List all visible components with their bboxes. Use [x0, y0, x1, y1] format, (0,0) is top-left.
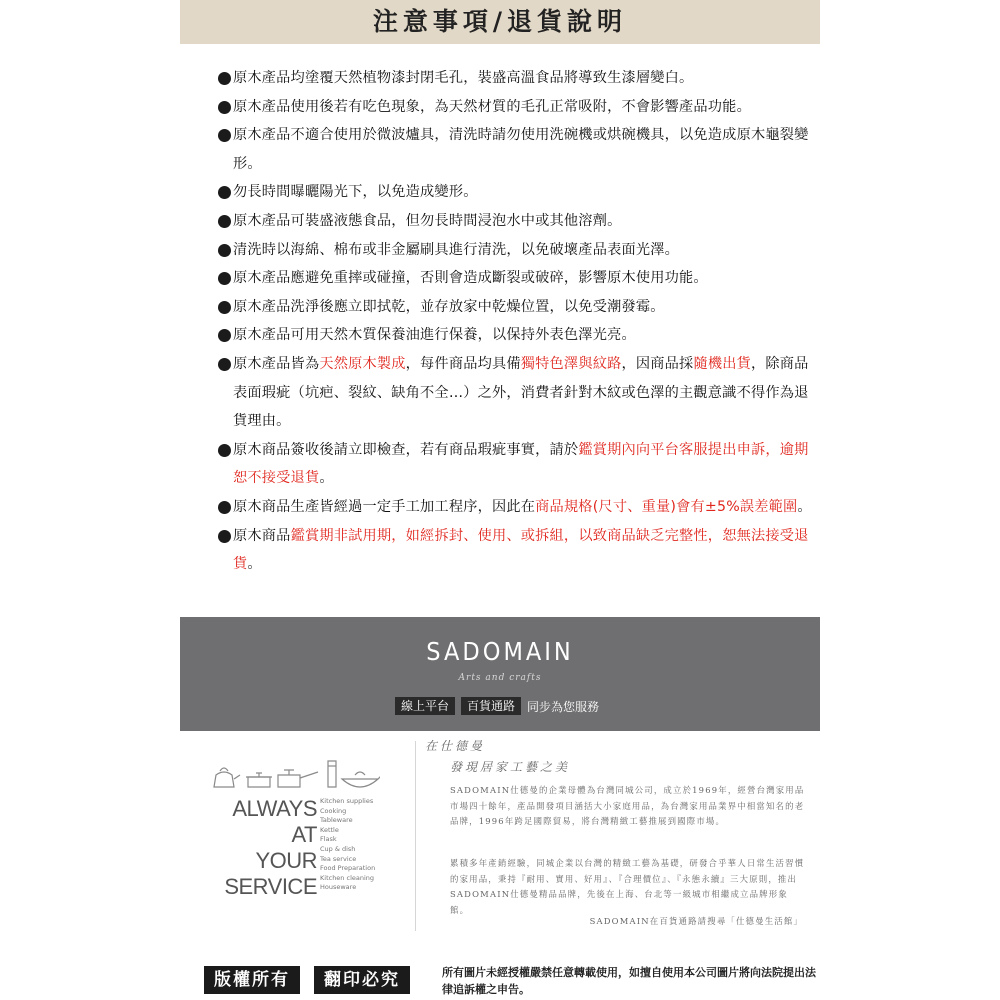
service-category: Cup & dish — [320, 844, 356, 853]
notice-text: 勿長時間曝曬陽光下，以免造成變形。 — [233, 184, 478, 201]
notice-highlight: 鑑賞期非試用期，如經拆封、使用、或拆組，以致商品缺乏完整性，恕無法接受退貨 — [233, 527, 809, 573]
notice-text: ，除商品表面瑕疵（坑疤、裂紋、缺角不全…）之外，消費者針對木紋或色澤的主觀意識不得作為退貨理由。 — [233, 355, 809, 430]
story-paragraph-2: 累積多年產銷經驗，同城企業以台灣的精緻工藝為基礎，研發合乎華人日常生活習慣的家用品，秉持『耐用、實用、好用』、『合理價位』、『永態永續』三大原則，推出SADOMAIN仕德曼精品品牌，先後在上海、台北等一級城市相繼成立品牌形象館。 — [450, 858, 805, 915]
service-category: Tableware — [320, 816, 353, 825]
channel-online-badge: 線上平台 — [395, 697, 455, 715]
service-category-list — [320, 797, 375, 893]
divider — [415, 741, 416, 931]
notice-highlight: 鑑賞期內向平台客服提出申訴，逾期恕不接受退貨 — [233, 441, 809, 487]
channel-row — [395, 697, 599, 715]
story-signoff: SADOMAIN在百貨通路請搜尋「仕德曼生活館」 — [589, 916, 803, 926]
notice-text: 。 — [797, 498, 812, 515]
channel-department-badge: 百貨通路 — [461, 697, 521, 715]
notice-item — [218, 522, 818, 579]
brand-panel — [180, 617, 820, 731]
service-slogan-line: SERVICE — [224, 874, 317, 899]
service-category: Tea service — [320, 854, 357, 863]
bullet-icon — [218, 101, 231, 114]
service-category: Flask — [320, 835, 337, 844]
bullet-icon — [218, 501, 231, 514]
notice-item — [218, 64, 818, 93]
bullet-icon — [218, 444, 231, 457]
notice-highlight: 天然原木製成 — [319, 355, 406, 372]
notice-text: 原木產品均塗覆天然植物漆封閉毛孔，裝盛高溫食品將導致生漆層變白。 — [233, 70, 694, 86]
notice-item — [218, 293, 818, 322]
signature-line-2: 發現居家工藝之美 — [450, 760, 571, 774]
notice-highlight: 獨特色澤與紋路 — [520, 355, 622, 372]
copyright-note: 所有圖片未經授權嚴禁任意轉載使用，如擅自使用本公司圖片將向法院提出法律追訴權之申告。 — [442, 966, 816, 996]
channel-sync-text: 同步為您服務 — [527, 699, 600, 714]
service-slogan-line: ALWAYS AT — [232, 796, 317, 847]
notice-text: 原木產品使用後若有吃色現象，為天然材質的毛孔正常吸附，不會影響產品功能。 — [233, 98, 751, 115]
notice-item — [218, 207, 818, 236]
signature-line-1: 在仕德曼 — [425, 739, 486, 753]
bullet-icon — [218, 272, 231, 285]
notice-text: ，每件商品均具備 — [405, 355, 521, 372]
notice-text: 原木產品不適合使用於微波爐具，清洗時請勿使用洗碗機或烘碗機具，以免造成原木龜裂變形。 — [233, 127, 809, 172]
service-section — [180, 731, 820, 931]
cookware-icon — [210, 753, 380, 793]
notice-text: 原木產品皆為 — [233, 355, 320, 372]
notice-text: 。 — [319, 470, 334, 487]
notice-text: ，因商品採 — [621, 355, 694, 372]
notice-item — [218, 350, 818, 436]
notice-list — [218, 64, 818, 579]
notice-highlight: 隨機出貨 — [693, 355, 751, 372]
service-category: Cooking — [320, 806, 347, 815]
bullet-icon — [218, 301, 231, 314]
notice-text: 原木產品可裝盛液態食品，但勿長時間浸泡水中或其他溶劑。 — [233, 212, 622, 229]
service-slogan — [205, 796, 317, 900]
bullet-icon — [218, 358, 231, 371]
brand-logo: SADOMAIN — [426, 637, 574, 666]
bullet-icon — [218, 186, 231, 199]
notice-text: 。 — [247, 556, 262, 573]
copyright-badge: 版權所有 — [204, 966, 300, 994]
story-paragraph-1: SADOMAIN仕德曼的企業母體為台灣同城公司，成立於1969年，經營台灣家用品市場四十餘年，產品開發項目涵括大小家庭用品，為台灣家用品業界中相當知名的老品牌，1996年跨足國際貿易，將台灣精緻工藝推展到國際市場。 — [450, 785, 805, 826]
service-category: Kettle — [320, 825, 339, 834]
brand-tagline: Arts and crafts — [458, 673, 542, 683]
bullet-icon — [218, 215, 231, 228]
service-category: Houseware — [320, 883, 357, 892]
page-title: 注意事項/退貨說明 — [372, 7, 628, 36]
notice-text: 原木產品洗淨後應立即拭乾，並存放家中乾燥位置，以免受潮發霉。 — [233, 298, 665, 315]
notice-highlight: 商品規格(尺寸、重量)會有±5%誤差範圍 — [535, 498, 798, 515]
header-banner — [180, 0, 820, 44]
no-reprint-badge: 翻印必究 — [314, 966, 410, 994]
notice-item — [218, 493, 818, 522]
notice-item — [218, 264, 818, 293]
bullet-icon — [218, 129, 231, 142]
notice-text: 原木商品 — [233, 527, 291, 544]
copyright-footer — [180, 956, 820, 1000]
service-category: Kitchen supplies — [320, 797, 374, 805]
notice-item — [218, 178, 818, 207]
notice-text: 原木產品可用天然木質保養油進行保養，以保持外表色澤光亮。 — [233, 327, 636, 344]
notice-item — [218, 236, 818, 265]
bullet-icon — [218, 72, 231, 85]
notice-text: 原木商品生產皆經過一定手工加工程序，因此在 — [233, 498, 536, 515]
service-slogan-line: YOUR — [255, 848, 317, 873]
service-category: Food Preparation — [320, 864, 376, 873]
notice-item — [218, 93, 818, 122]
notice-item — [218, 321, 818, 350]
bullet-icon — [218, 530, 231, 543]
notice-text: 清洗時以海綿、棉布或非金屬刷具進行清洗，以免破壞產品表面光澤。 — [233, 241, 680, 258]
notice-item — [218, 121, 818, 178]
notice-item — [218, 436, 818, 493]
bullet-icon — [218, 244, 231, 257]
notice-text: 原木產品應避免重摔或碰撞，否則會造成斷裂或破碎，影響原木使用功能。 — [233, 270, 708, 287]
service-category: Kitchen cleaning — [320, 873, 375, 882]
notice-text: 原木商品簽收後請立即檢查，若有商品瑕疵事實，請於 — [233, 441, 579, 458]
bullet-icon — [218, 329, 231, 342]
